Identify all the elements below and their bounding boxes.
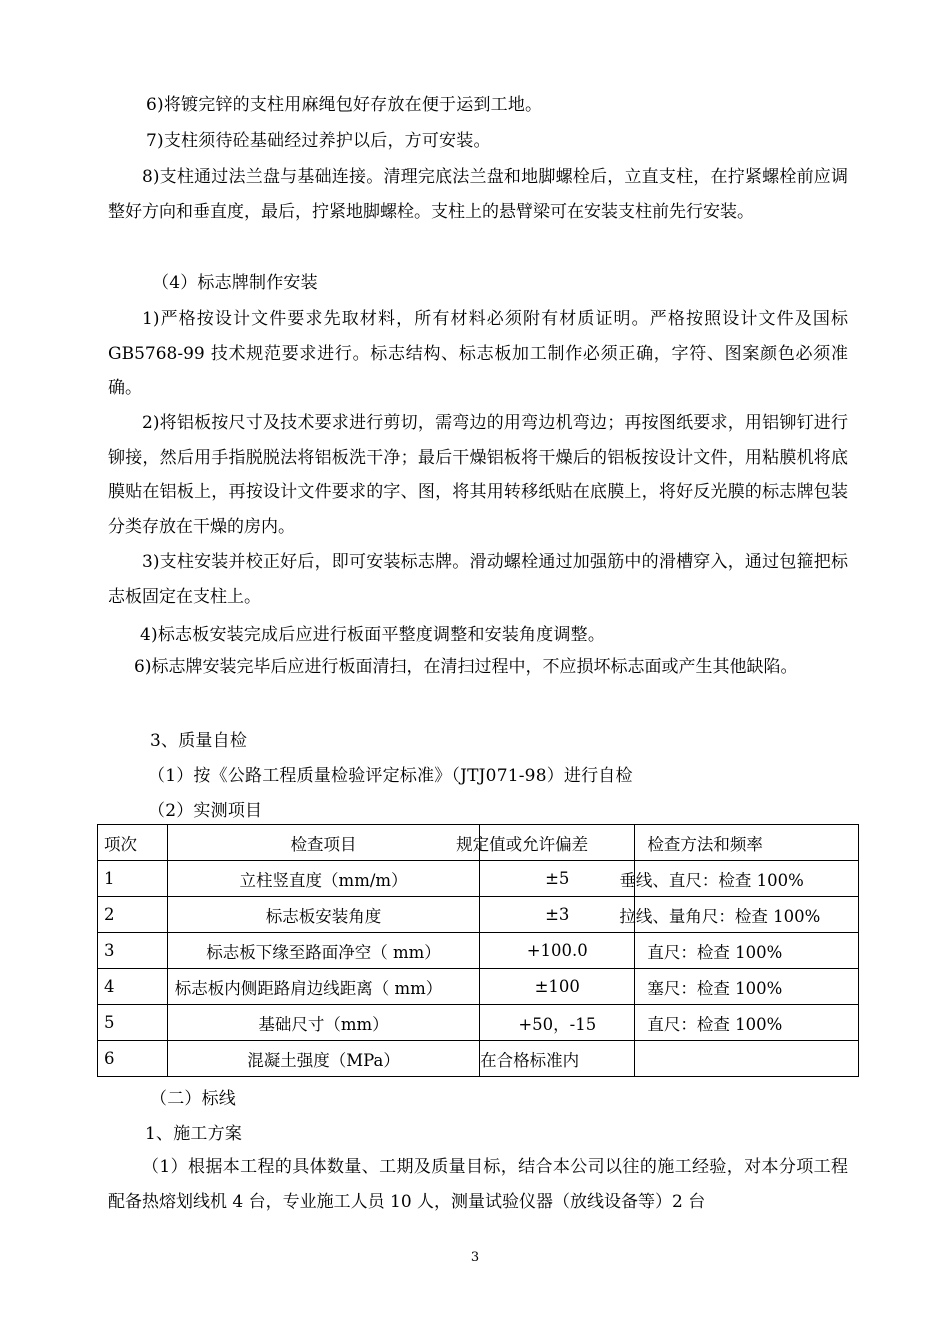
paragraph-step-3 — [108, 545, 848, 614]
table-cell: ±100 — [480, 969, 635, 1005]
table-cell: +100.0 — [480, 933, 635, 969]
paragraph-item-7: 7)支柱须待砼基础经过养护以后，方可安装。 — [146, 131, 491, 151]
table-cell: 在合格标准内 — [480, 1041, 635, 1077]
table-row — [98, 1005, 859, 1041]
table-cell: 5 — [98, 1005, 168, 1041]
paragraph-step-2 — [108, 406, 848, 544]
table-cell — [635, 1041, 859, 1077]
table-header-row — [98, 825, 859, 861]
table-row — [98, 933, 859, 969]
table-header-cell: 检查方法和频率 — [635, 825, 859, 861]
table-cell: 立柱竖直度（mm/m） — [167, 861, 479, 897]
table-cell: ±3 — [480, 897, 635, 933]
paragraph-item-6: 6)将镀完锌的支柱用麻绳包好存放在便于运到工地。 — [146, 95, 543, 115]
table-row — [98, 969, 859, 1005]
table-cell: 标志板下缘至路面净空（ mm） — [167, 933, 479, 969]
table-cell: 6 — [98, 1041, 168, 1077]
paragraph-text: （1）根据本工程的具体数量、工期及质量目标，结合本公司以往的施工经验，对本分项工程配备热熔划线机 4 台，专业施工人员 10 人，测量试验仪器（放线设备等）2 台 — [108, 1157, 848, 1212]
table-cell: 塞尺：检查 100% — [635, 969, 859, 1005]
table-cell: 1 — [98, 861, 168, 897]
table-cell: 2 — [98, 897, 168, 933]
table-cell: 标志板安装角度 — [167, 897, 479, 933]
paragraph-step-1 — [108, 302, 848, 406]
table-header-cell: 项次 — [98, 825, 168, 861]
heading-quality-self-check: 3、质量自检 — [150, 731, 248, 751]
paragraph-text: 6)标志牌安装完毕后应进行板面清扫，在清扫过程中，不应损坏标志面或产生其他缺陷。 — [134, 657, 798, 677]
paragraph-step-4: 4)标志板安装完成后应进行板面平整度调整和安装角度调整。 — [140, 625, 606, 645]
table-row — [98, 1041, 859, 1077]
table-cell: 基础尺寸（mm） — [167, 1005, 479, 1041]
table-cell: 标志板内侧距路肩边线距离（ mm） — [167, 969, 479, 1005]
table-cell: 垂线、直尺：检查 100% — [635, 861, 859, 897]
paragraph-text: 3)支柱安装并校正好后，即可安装标志牌。滑动螺栓通过加强筋中的滑槽穿入，通过包箍把标志板固定在支柱上。 — [108, 552, 848, 607]
heading-sign-fabrication: （4）标志牌制作安装 — [152, 273, 318, 293]
paragraph-step-6 — [108, 650, 848, 685]
paragraph-construction-resources — [108, 1150, 848, 1219]
page-number: 3 — [470, 1250, 480, 1265]
table-cell: 拉线、量角尺：检查 100% — [635, 897, 859, 933]
inspection-table — [97, 824, 859, 1077]
heading-markings: （二）标线 — [150, 1089, 236, 1109]
paragraph-text: 2)将铝板按尺寸及技术要求进行剪切，需弯边的用弯边机弯边；再按图纸要求，用铝铆钉进行铆接，然后用手指脱脱法将铝板洗干净；最后干燥铝板将干燥后的铝板按设计文件，用粘膜机将底膜贴在铝板上，再按设计文件要求的字、图，将其用转移纸贴在底膜上，将好反光膜的标志牌包装分类存放在干燥的房内。 — [108, 413, 848, 537]
paragraph-standard: （1）按《公路工程质量检验评定标准》（JTJ071-98）进行自检 — [148, 766, 633, 786]
table-cell: +50，-15 — [480, 1005, 635, 1041]
table-cell: 直尺：检查 100% — [635, 933, 859, 969]
table-row — [98, 861, 859, 897]
table-cell: 4 — [98, 969, 168, 1005]
paragraph-text: 8)支柱通过法兰盘与基础连接。清理完底法兰盘和地脚螺栓后，立直支柱，在拧紧螺栓前应调整好方向和垂直度，最后，拧紧地脚螺栓。支柱上的悬臂梁可在安装支柱前先行安装。 — [108, 167, 848, 222]
table-cell: 直尺：检查 100% — [635, 1005, 859, 1041]
table-cell: 混凝土强度（MPa） — [167, 1041, 479, 1077]
paragraph-measured-items: （2）实测项目 — [148, 801, 263, 821]
table-row — [98, 897, 859, 933]
table-cell: ±5 — [480, 861, 635, 897]
table-cell: 3 — [98, 933, 168, 969]
table-header-cell: 规定值或允许偏差 — [480, 825, 635, 861]
paragraph-text: 1)严格按设计文件要求先取材料，所有材料必须附有材质证明。严格按照设计文件及国标 GB5768-99 技术规范要求进行。标志结构、标志板加工制作必须正确，字符、图案颜色必须准确。 — [108, 309, 848, 398]
table-header-cell: 检查项目 — [167, 825, 479, 861]
heading-construction-plan: 1、施工方案 — [145, 1124, 243, 1144]
paragraph-item-8 — [108, 160, 848, 229]
